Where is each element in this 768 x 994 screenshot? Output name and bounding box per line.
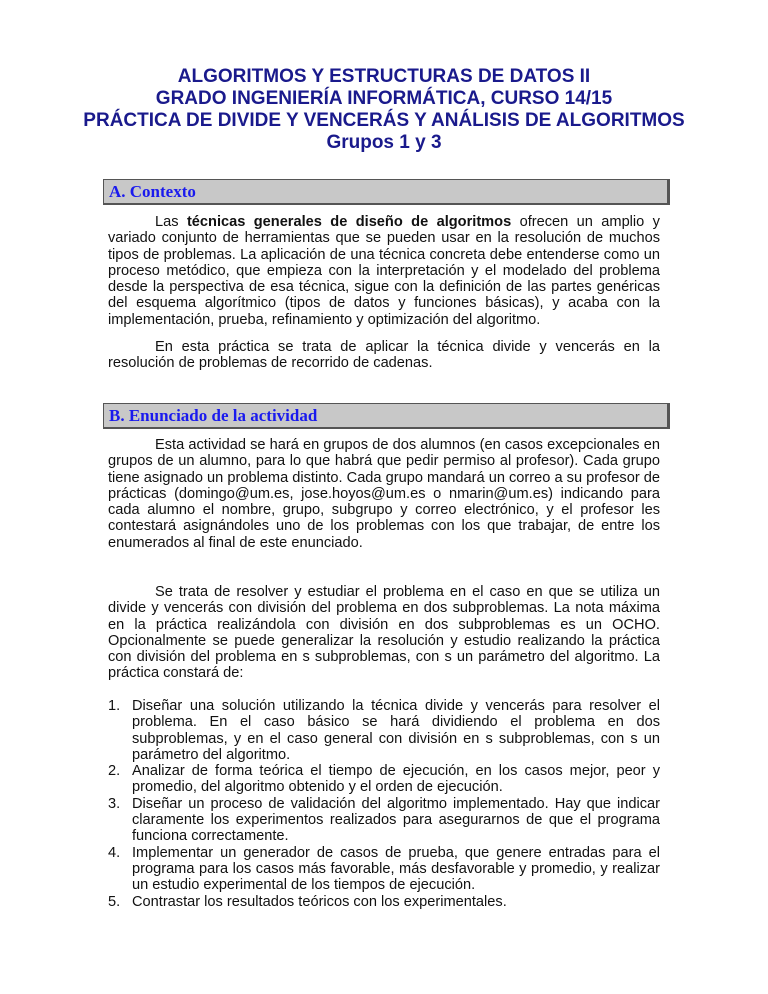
para-text: Esta actividad se hará en grupos de dos alumnos (en casos excepcionales en grupos de un alumno, para lo que habrá que pedir permiso al profesor). Cada grupo tiene asignado un problema distinto. Cada grupo mandará un correo a su profesor de prácticas (domingo@um.es, jose.hoyos@um.es o nmarin@um.es) indicando para cada alumno el nombre, grupo, subgrupo y correo electrónico, y el profesor les contestará asignándoles uno de los problemas con los que trabajar, de entre los enumerados al final de este enunciado. bbox=[108, 437, 660, 551]
para-bold-text: técnicas generales de diseño de algoritmos bbox=[186, 214, 512, 230]
list-item: 3. Diseñar un proceso de validación del algoritmo implementado. Hay que indicar claramente los experimentos realizados para asegurarnos de que el programa funciona correctamente. bbox=[108, 795, 660, 845]
section-b-heading: B. Enunciado de la actividad bbox=[103, 403, 670, 429]
section-b-paragraph-2 bbox=[108, 584, 660, 682]
list-item: 5. Contrastar los resultados teóricos con los experimentales. bbox=[108, 893, 507, 910]
section-b-paragraph-1 bbox=[108, 437, 660, 551]
practice-steps-list bbox=[108, 698, 660, 910]
list-item: 4. Implementar un generador de casos de prueba, que genere entradas para el programa para los casos más favorable, más desfavorable y promedio, y realizar un estudio experimental de los tiempos de ejecución. bbox=[108, 844, 660, 894]
title-line-practice: PRÁCTICA DE DIVIDE Y VENCERÁS Y ANÁLISIS DE ALGORITMOS bbox=[83, 110, 685, 131]
title-line-groups: Grupos 1 y 3 bbox=[326, 132, 442, 153]
title-line-course: ALGORITMOS Y ESTRUCTURAS DE DATOS II bbox=[177, 66, 591, 87]
document-title bbox=[0, 66, 768, 154]
section-a-paragraph-2 bbox=[108, 339, 660, 372]
para-text: ofrecen un amplio y variado conjunto de herramientas que se pueden usar en la resolución de muchos tipos de problemas. La aplicación de una técnica concreta debe entenderse como un proceso metódico, que empieza con la interpretación y el modelado del problema desde la perspectiva de esa técnica, sigue con la definición de las partes genéricas del esquema algorítmico (tipos de datos y funciones básicas), y acaba con la implementación, prueba, refinamiento y optimización del algoritmo. bbox=[108, 214, 660, 328]
para-text: Las bbox=[155, 214, 187, 230]
section-a-paragraph-1 bbox=[108, 214, 660, 328]
list-item: 1. Diseñar una solución utilizando la técnica divide y vencerás para resolver el problema. En el caso básico se hará dividiendo el problema en dos subproblemas, y en el caso general con división en s subproblemas, con s un parámetro del algoritmo. bbox=[108, 698, 660, 763]
section-a-heading: A. Contexto bbox=[103, 179, 670, 205]
para-text: En esta práctica se trata de aplicar la técnica divide y vencerás en la resolución de problemas de recorrido de cadenas. bbox=[108, 339, 660, 372]
title-line-degree: GRADO INGENIERÍA INFORMÁTICA, CURSO 14/15 bbox=[155, 88, 613, 109]
list-item: 2. Analizar de forma teórica el tiempo de ejecución, en los casos mejor, peor y promedio, del algoritmo obtenido y el orden de ejecución. bbox=[108, 763, 660, 796]
para-text: Se trata de resolver y estudiar el problema en el caso en que se utiliza un divide y vencerás con división del problema en dos subproblemas. La nota máxima en la práctica realizándola con división en dos subproblemas es un OCHO. Opcionalmente se puede generalizar la resolución y estudio realizando la práctica con división del problema en s subproblemas, con s un parámetro del algoritmo. La práctica constará de: bbox=[108, 584, 660, 682]
